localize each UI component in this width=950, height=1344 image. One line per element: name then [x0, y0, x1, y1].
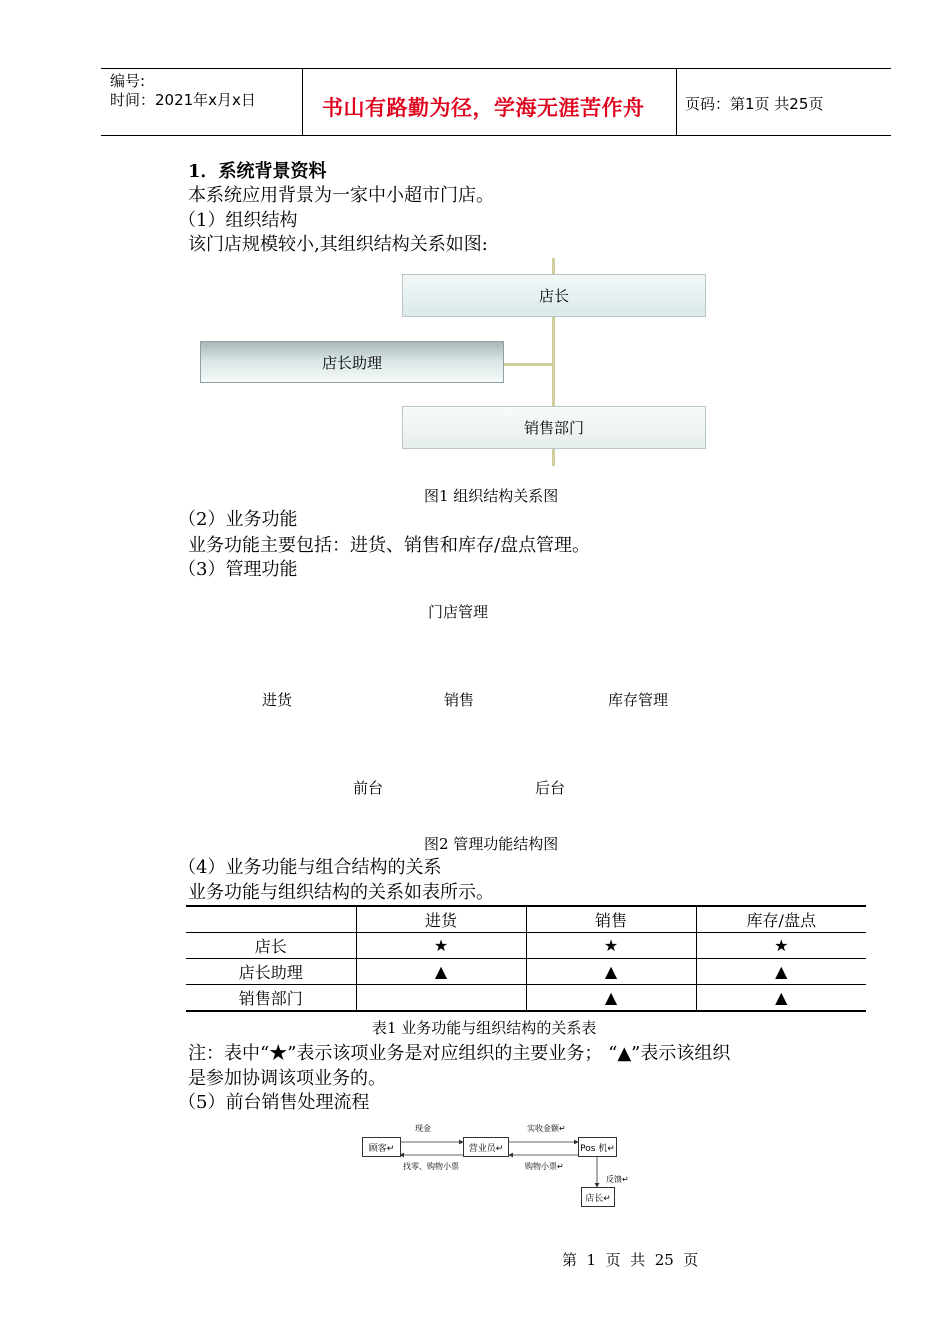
table-row	[186, 933, 866, 959]
flow-box-manager: 店长↵	[581, 1187, 615, 1207]
mgmt-back: 后台	[535, 779, 566, 797]
business-text: 业务功能主要包括：进货、销售和库存/盘点管理。	[188, 535, 591, 556]
table-row	[186, 985, 866, 1012]
table-cell: ▲	[696, 985, 866, 1012]
subheading-business: （2）业务功能	[178, 509, 298, 530]
note-line-2: 是参加协调该项业务的。	[188, 1068, 386, 1089]
subheading-relation: （4）业务功能与组合结构的关系	[178, 857, 442, 878]
table-cell: ★	[696, 933, 866, 959]
serial-label: 编号:	[110, 72, 146, 90]
table-cell: 销售部门	[186, 985, 356, 1012]
mgmt-purchase: 进货	[262, 691, 293, 709]
org-connector-horizontal	[503, 363, 553, 366]
flow-label-receipt: 购物小票↵	[525, 1162, 564, 1171]
figure2-caption: 图2 管理功能结构图	[424, 835, 559, 853]
table-row	[186, 959, 866, 985]
org-box-assistant: 店长助理	[200, 341, 504, 383]
header-motto: 书山有路勤为径，学海无涯苦作舟	[322, 96, 645, 120]
table-cell	[356, 985, 526, 1012]
table-cell: ▲	[526, 959, 696, 985]
figure1-caption: 图1 组织结构关系图	[424, 487, 559, 505]
header-divider-left	[302, 68, 303, 136]
page-code: 页码：第1页 共25页	[685, 95, 824, 113]
header-bottom-rule	[101, 135, 891, 136]
subheading-org: （1）组织结构	[178, 210, 298, 231]
flow-label-cash: 现金	[415, 1124, 431, 1133]
table-header-cell: 库存/盘点	[696, 907, 866, 933]
table-cell: 店长助理	[186, 959, 356, 985]
flow-label-received: 实收金额↵	[527, 1124, 566, 1133]
subheading-flow: （5）前台销售处理流程	[178, 1092, 370, 1113]
table-header-cell	[186, 907, 356, 933]
table-caption: 表1 业务功能与组织结构的关系表	[372, 1019, 597, 1037]
flow-label-change: 找零、购物小票	[403, 1162, 459, 1171]
note-line-1: 注：表中“★”表示该项业务是对应组织的主要业务； “▲”表示该组织	[188, 1043, 731, 1064]
relation-text: 业务功能与组织结构的关系如表所示。	[188, 882, 494, 903]
org-text: 该门店规模较小,其组织结构关系如图:	[188, 234, 488, 255]
header-divider-right	[676, 68, 677, 136]
org-box-sales: 销售部门	[402, 406, 706, 449]
table-cell: ▲	[356, 959, 526, 985]
mgmt-root: 门店管理	[428, 603, 489, 621]
header-top-rule	[101, 68, 891, 69]
table-cell: ▲	[526, 985, 696, 1012]
table-header-cell: 销售	[526, 907, 696, 933]
org-box-manager: 店长	[402, 274, 706, 317]
table-cell: ★	[356, 933, 526, 959]
mgmt-front: 前台	[353, 779, 384, 797]
subheading-management: （3）管理功能	[178, 559, 298, 580]
table-cell: ▲	[696, 959, 866, 985]
table-cell: 店长	[186, 933, 356, 959]
table-header-row	[186, 907, 866, 933]
flow-label-feedback: 反馈↵	[606, 1175, 629, 1184]
table-cell: ★	[526, 933, 696, 959]
mgmt-sales: 销售	[444, 691, 475, 709]
table-header-cell: 进货	[356, 907, 526, 933]
flow-box-pos: Pos 机↵	[578, 1137, 617, 1157]
relation-table	[186, 907, 866, 1012]
flow-box-customer: 顾客↵	[362, 1137, 401, 1157]
intro-text: 本系统应用背景为一家中小超市门店。	[188, 185, 494, 206]
page-footer: 第 1 页 共 25 页	[562, 1251, 699, 1269]
time-label: 时间：2021年x月x日	[110, 91, 256, 109]
flow-box-clerk: 营业员↵	[463, 1137, 509, 1157]
mgmt-inventory: 库存管理	[608, 691, 669, 709]
section-heading: 1．系统背景资料	[188, 161, 327, 182]
